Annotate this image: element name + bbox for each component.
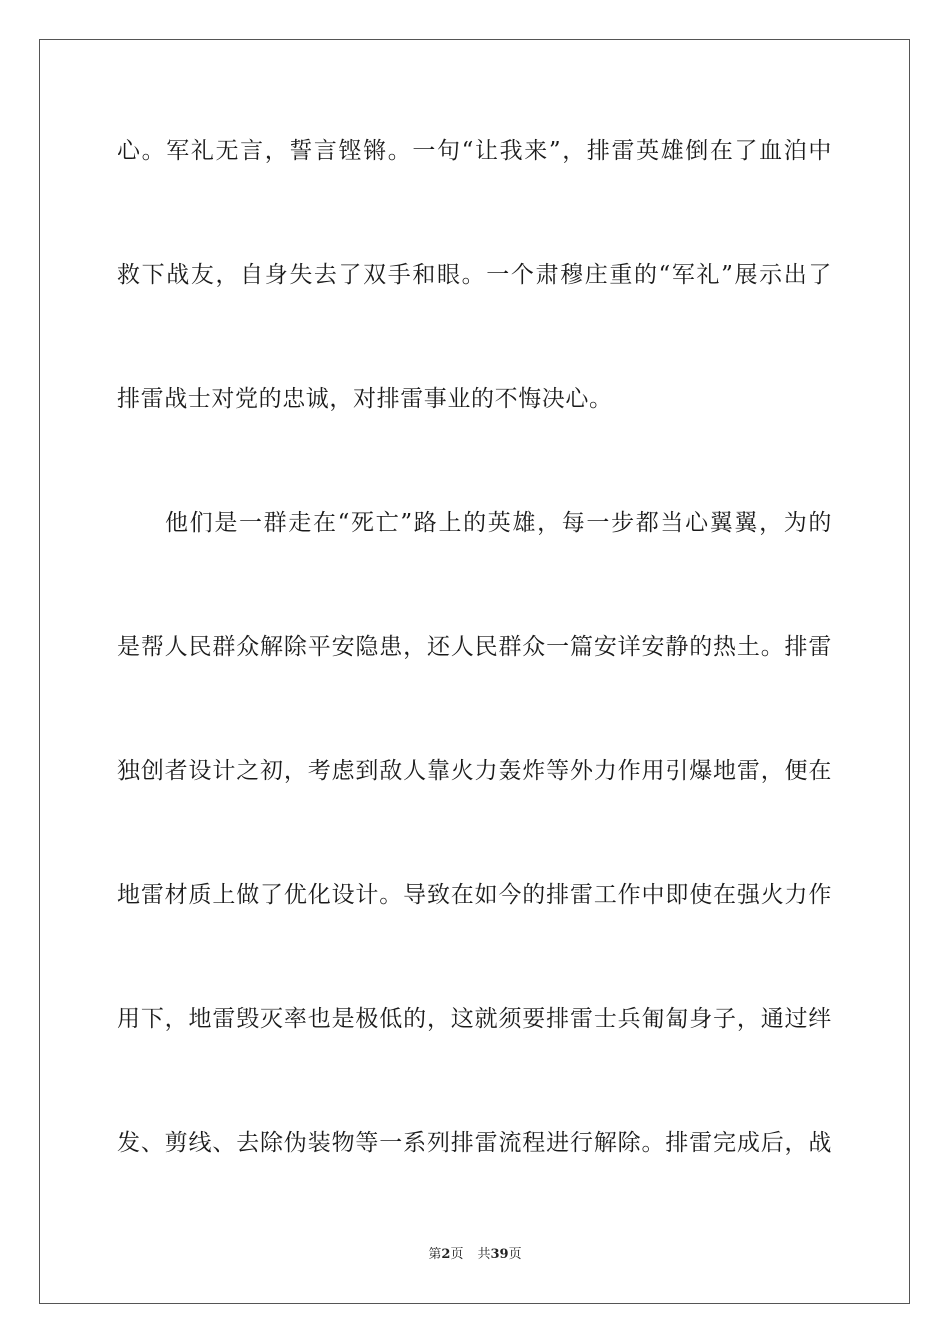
total-pages: 39 bbox=[490, 1247, 509, 1262]
paragraph-first-line: 他们是一群走在“死亡”路上的英雄，每一步都当心翼翼，为的 bbox=[165, 510, 832, 536]
page-suffix: 页 bbox=[450, 1247, 464, 1262]
text-line: 救下战友，自身失去了双手和眼。一个肃穆庄重的“军礼”展示出了 bbox=[117, 262, 832, 288]
page-border bbox=[39, 39, 910, 1304]
text-line: 是帮人民群众解除平安隐患，还人民群众一篇安详安静的热土。排雷 bbox=[117, 634, 832, 660]
text-line: 排雷战士对党的忠诚，对排雷事业的不悔决心。 bbox=[117, 386, 613, 412]
text-line: 发、剪线、去除伪装物等一系列排雷流程进行解除。排雷完成后，战 bbox=[117, 1130, 832, 1156]
total-suffix: 页 bbox=[508, 1247, 522, 1262]
text-line: 心。军礼无言，誓言铿锵。一句“让我来”，排雷英雄倒在了血泊中 bbox=[117, 138, 832, 164]
text-line: 用下，地雷毁灭率也是极低的，这就须要排雷士兵匍匐身子，通过绊 bbox=[117, 1006, 832, 1032]
total-prefix: 共 bbox=[477, 1247, 491, 1262]
page-footer bbox=[0, 1247, 950, 1263]
text-line: 地雷材质上做了优化设计。导致在如今的排雷工作中即使在强火力作 bbox=[117, 882, 832, 908]
page-number: 2 bbox=[441, 1247, 451, 1262]
page-prefix: 第 bbox=[428, 1247, 442, 1262]
text-line: 独创者设计之初，考虑到敌人靠火力轰炸等外力作用引爆地雷，便在 bbox=[117, 758, 832, 784]
